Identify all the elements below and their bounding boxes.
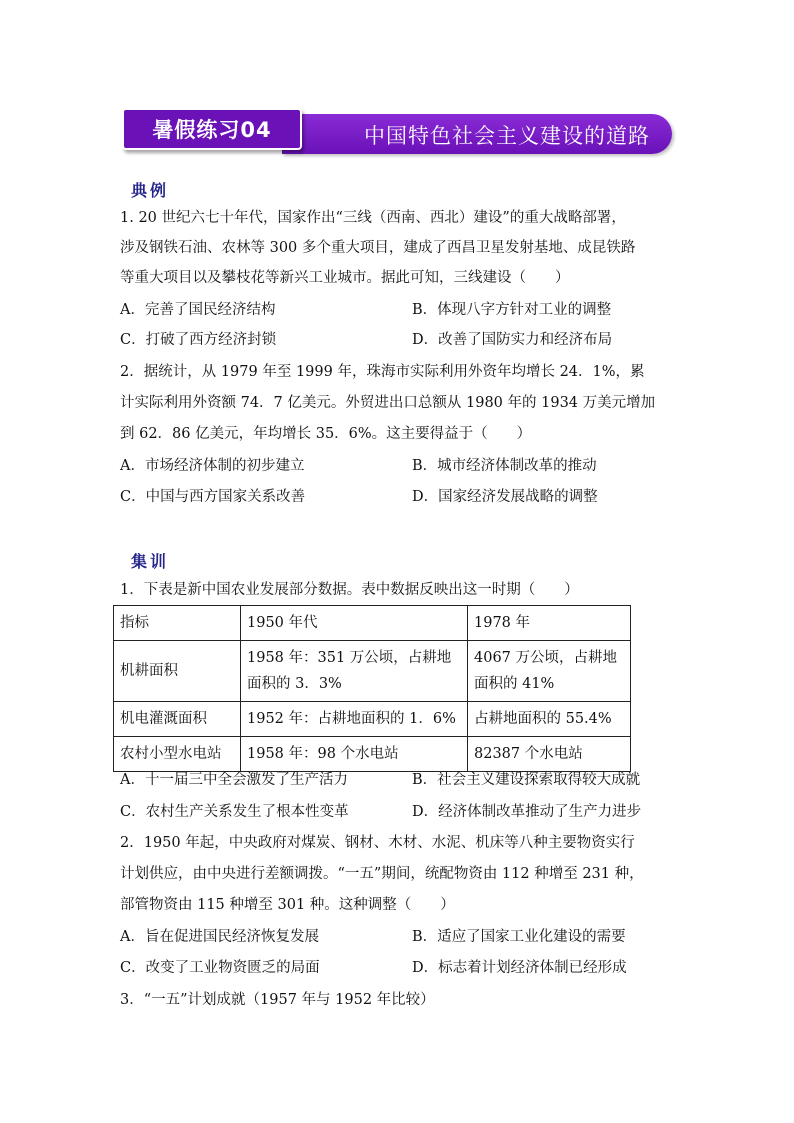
t2-option-d: D．标志着计划经济体制已经形成 [412,960,627,976]
badge-label: 暑假练习04 [152,118,272,142]
t2-option-c: C．改变了工业物资匮乏的局面 [120,960,320,976]
q2-option-c: C．中国与西方国家关系改善 [120,489,306,505]
table-cell: 机耕面积 [114,641,241,702]
t2-option-b: B．适应了国家工业化建设的需要 [412,929,626,945]
t1-option-c: C．农村生产关系发生了根本性变革 [120,804,349,820]
exercise-badge [122,108,302,150]
table-cell: 机电灌溉面积 [114,702,241,737]
t2-line-1: 2．1950 年起，中央政府对煤炭、钢材、木材、水泥、机床等八种主要物资实行 [120,835,635,851]
section-heading-training: 集训 [131,552,170,571]
table-header-row [114,606,631,641]
table-header-cell: 1950 年代 [241,606,468,641]
table-row [114,702,631,737]
table-row [114,641,631,702]
q1-line-1: 1. 20 世纪六七十年代，国家作出“三线（西南、西北）建设”的重大战略部署， [120,210,626,226]
q1-line-2: 涉及钢铁石油、农林等 300 多个重大项目，建成了西昌卫星发射基地、成昆铁路 [120,240,636,256]
t3-line: 3．“一五”计划成就（1957 年与 1952 年比较） [120,992,435,1008]
q2-option-d: D．国家经济发展战略的调整 [412,489,598,505]
q2-line-3: 到 62．86 亿美元，年均增长 35．6%。这主要得益于（ ） [120,426,532,442]
table-cell: 4067 万公顷，占耕地面积的 41% [468,641,631,702]
section-heading-examples: 典例 [131,181,170,200]
t1-option-b: B．社会主义建设探索取得较大成就 [412,772,641,788]
q1-option-c: C．打破了西方经济封锁 [120,332,277,348]
t1-option-d: D．经济体制改革推动了生产力进步 [412,804,642,820]
table-cell: 1958 年：351 万公顷，占耕地面积的 3．3% [241,641,468,702]
q2-option-a: A．市场经济体制的初步建立 [120,458,305,474]
table-cell: 1958 年：98 个水电站 [241,737,468,772]
q2-option-b: B．城市经济体制改革的推动 [412,458,597,474]
q2-line-1: 2．据统计，从 1979 年至 1999 年，珠海市实际利用外资年均增长 24．1%，累 [120,364,645,380]
agriculture-data-table [113,605,631,772]
q1-option-d: D．改善了国防实力和经济布局 [412,332,613,348]
table-cell: 占耕地面积的 55.4% [468,702,631,737]
table-header-cell: 指标 [114,606,241,641]
q1-line-3: 等重大项目以及攀枝花等新兴工业城市。据此可知，三线建设（ ） [120,270,570,286]
title-banner [122,108,672,156]
t2-line-3: 部管物资由 115 种增至 301 种。这种调整（ ） [120,897,455,913]
table-header-cell: 1978 年 [468,606,631,641]
banner-title: 中国特色社会主义建设的道路 [364,124,650,148]
table-cell: 82387 个水电站 [468,737,631,772]
t1-option-a: A．十一届三中全会激发了生产活力 [120,772,348,788]
q1-option-b: B．体现八字方针对工业的调整 [412,302,612,318]
q1-option-a: A．完善了国民经济结构 [120,302,276,318]
table-cell: 农村小型水电站 [114,737,241,772]
t2-line-2: 计划供应，由中央进行差额调拨。“一五”期间，统配物资由 112 种增至 231 种， [120,866,644,882]
t1-line: 1．下表是新中国农业发展部分数据。表中数据反映出这一时期（ ） [120,582,579,598]
table-cell: 1952 年：占耕地面积的 1．6% [241,702,468,737]
table-row [114,737,631,772]
q2-line-2: 计实际利用外资额 74．7 亿美元。外贸进出口总额从 1980 年的 1934 万美元增加 [120,395,656,411]
t2-option-a: A．旨在促进国民经济恢复发展 [120,929,319,945]
